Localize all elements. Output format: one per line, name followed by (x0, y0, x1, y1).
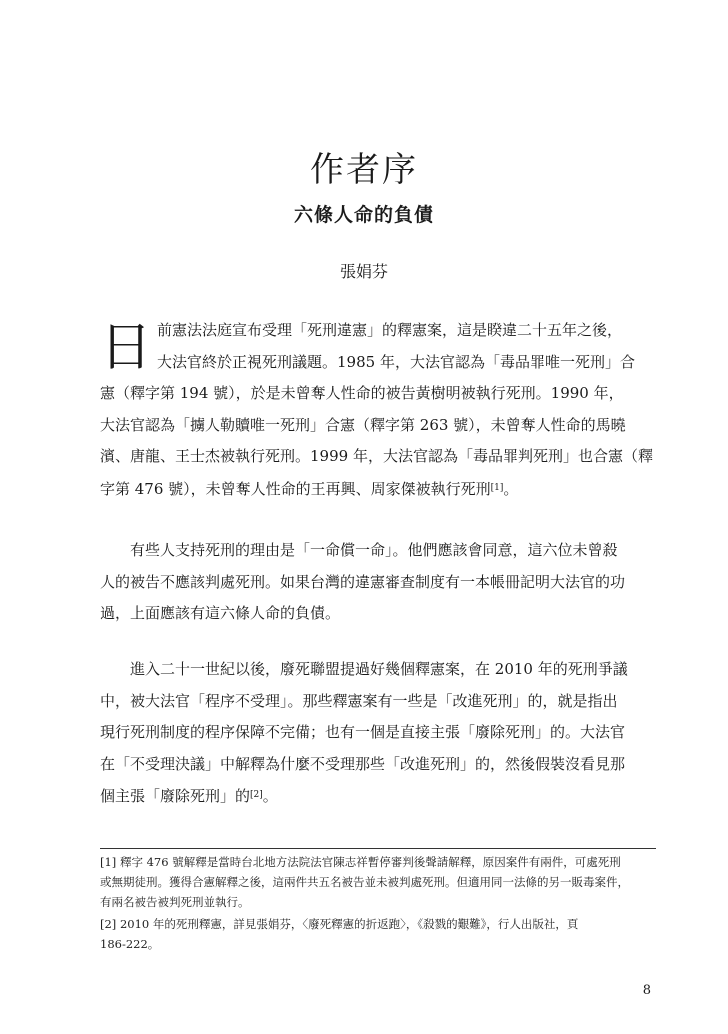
paragraph-line: 人的被告不應該判處死刑。如果台灣的違憲審查制度有一本帳冊記明大法官的功 (100, 572, 626, 591)
paragraph-text: 個主張「廢除死刑」的 (100, 787, 251, 805)
paragraph-line: 現行死刑制度的程序保障不完備；也有一個是直接主張「廢除死刑」的。大法官 (100, 723, 626, 741)
paragraph-line: 濱、唐龍、王士杰被執行死刑。1999 年，大法官認為「毒品罪判死刑」也合憲（釋 (100, 447, 653, 465)
paragraph-line: 進入二十一世紀以後，廢死聯盟提過好幾個釋憲案，在 2010 年的死刑爭議 (130, 660, 628, 678)
paragraph-line: 過，上面應該有這六條人命的負債。 (100, 604, 341, 622)
footnote-line: 有兩名被告被判死刑並執行。 (100, 895, 250, 909)
page-title: 作者序 (310, 150, 418, 190)
sentence-end: 。 (503, 479, 519, 498)
footnote-line: 186-222。 (100, 937, 160, 951)
paragraph-line: 大法官認為「擄人勒贖唯一死刑」合憲（釋字第 263 號），未曾奪人性命的馬曉 (100, 415, 626, 434)
footnote-line: [1] 釋字 476 號解釋是當時台北地方法院法官陳志祥暫停審判後聲請解釋，原因案件有兩件，可處死刑 (100, 855, 621, 869)
footnote-2 (100, 914, 656, 954)
page-number: 8 (642, 983, 651, 998)
paragraph-3 (100, 654, 656, 813)
paragraph-line: 在「不受理決議」中解釋為什麼不受理那些「改進死刑」的，然後假裝沒看見那 (100, 754, 626, 773)
paragraph-line: 前憲法法庭宣布受理「死刑違憲」的釋憲案，這是睽違二十五年之後， (157, 321, 623, 339)
paragraph-line: 憲（釋字第 194 號），於是未曾奪人性命的被告黃樹明被執行死刑。1990 年， (100, 384, 624, 402)
page-subtitle: 六條人命的負債 (293, 204, 434, 226)
paragraph-line (100, 473, 656, 506)
paragraph-line (100, 780, 656, 813)
drop-cap: 日 (100, 318, 153, 378)
paragraph-line: 中，被大法官「程序不受理」。那些釋憲案有一些是「改進死刑」的，就是指出 (100, 691, 618, 710)
footnote-line: 或無期徒刑。獲得合憲解釋之後，這兩件共五名被告並未被判處死刑。但適用同一法條的另一販毒案件， (100, 875, 629, 889)
footnote-line: [2] 2010 年的死刑釋憲，詳見張娟芬，〈廢死釋憲的折返跑〉，《殺戮的艱難》，行人出版社，頁 (100, 917, 579, 931)
paragraph-text: 字第 476 號），未曾奪人性命的王再興、周家傑被執行死刑 (100, 479, 491, 498)
footnote-ref-2[interactable]: [2] (250, 790, 263, 800)
paragraph-line: 大法官終於正視死刑議題。1985 年，大法官認為「毒品罪唯一死刑」合 (157, 352, 635, 371)
footnote-divider (100, 848, 656, 849)
paragraph-1 (100, 315, 656, 505)
paragraph-2 (100, 535, 656, 630)
footnote-ref-1[interactable]: [1] (490, 482, 504, 493)
footnote-1 (100, 852, 656, 912)
sentence-end: 。 (262, 787, 278, 805)
paragraph-line: 有些人支持死刑的理由是「一命償一命」。他們應該會同意，這六位未曾殺 (130, 541, 618, 559)
author-name: 張娟芬 (339, 262, 388, 281)
